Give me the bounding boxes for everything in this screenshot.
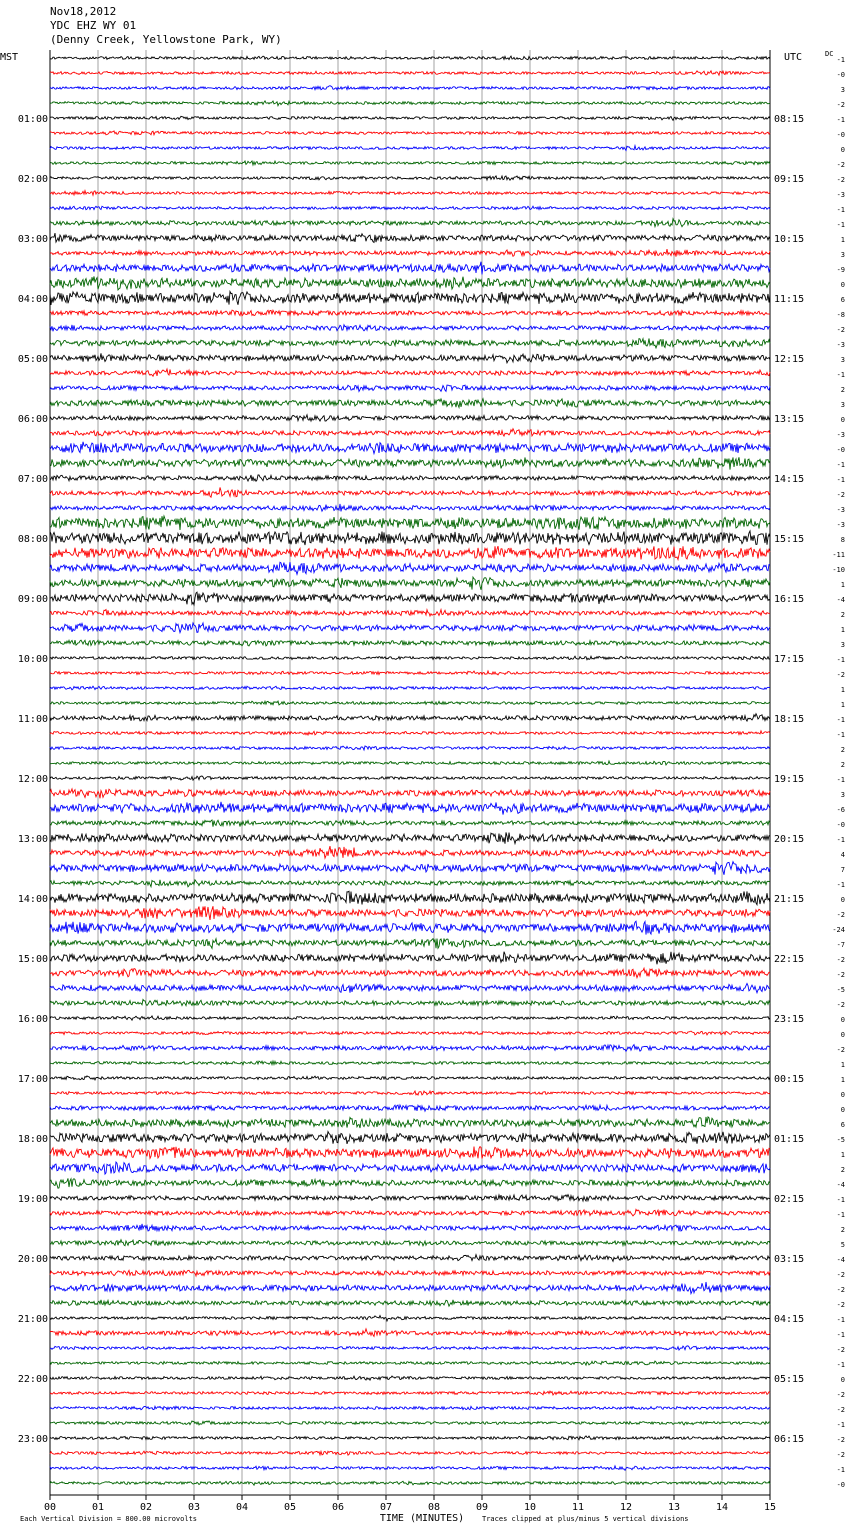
dc-offset-label: 1: [840, 1076, 845, 1084]
dc-offset-label: -2: [836, 1346, 845, 1354]
x-tick-label: 08: [427, 1502, 441, 1513]
x-tick-label: 10: [523, 1502, 537, 1513]
x-tick-label: 15: [763, 1502, 777, 1513]
trace-line: [50, 1178, 770, 1188]
dc-offset-label: -6: [836, 806, 845, 814]
trace-line: [50, 610, 770, 617]
trace-line: [50, 1282, 770, 1294]
trace-line: [50, 1329, 770, 1337]
utc-hour-label: 05:15: [774, 1374, 805, 1385]
dc-offset-label: -2: [836, 671, 845, 679]
trace-line: [50, 862, 770, 875]
trace-line: [50, 101, 770, 106]
dc-offset-label: 3: [840, 86, 845, 94]
x-tick-label: 07: [379, 1502, 393, 1513]
trace-line: [50, 820, 770, 827]
dc-offset-label: -10: [832, 566, 845, 574]
trace-line: [50, 640, 770, 646]
dc-offset-label: -2: [836, 1001, 845, 1009]
mst-hour-label: 16:00: [17, 1014, 48, 1025]
dc-offset-label: -5: [836, 1136, 845, 1144]
mst-hour-label: 08:00: [17, 534, 48, 545]
trace-line: [50, 1255, 770, 1262]
trace-line: [50, 939, 770, 949]
trace-line: [50, 131, 770, 135]
location-label: (Denny Creek, Yellowstone Park, WY): [50, 33, 282, 46]
trace-line: [50, 1240, 770, 1246]
mst-hour-label: 09:00: [17, 594, 48, 605]
trace-line: [50, 1300, 770, 1306]
dc-offset-label: -3: [836, 191, 845, 199]
dc-offset-label: 8: [840, 536, 845, 544]
dc-offset-label: -1: [836, 776, 845, 784]
trace-line: [50, 504, 770, 512]
trace-line: [50, 116, 770, 120]
trace-line: [50, 415, 770, 421]
trace-line: [50, 1091, 770, 1095]
utc-hour-label: 16:15: [774, 594, 805, 605]
trace-line: [50, 789, 770, 798]
trace-line: [50, 353, 770, 363]
trace-line: [50, 442, 770, 454]
right-axis-title: UTC: [784, 52, 803, 63]
mst-hour-label: 05:00: [17, 354, 48, 365]
dc-offset-label: 3: [840, 401, 845, 409]
mst-hour-label: 20:00: [17, 1254, 48, 1265]
dc-title: DC: [825, 50, 834, 58]
mst-hour-label: 21:00: [17, 1314, 48, 1325]
dc-offset-label: -1: [836, 1361, 845, 1369]
trace-line: [50, 385, 770, 391]
dc-offset-label: -1: [836, 116, 845, 124]
trace-line: [50, 369, 770, 376]
dc-offset-label: -0: [836, 1481, 845, 1489]
dc-offset-label: 2: [840, 611, 845, 619]
dc-offset-label: 0: [840, 1106, 845, 1114]
dc-offset-label: -1: [836, 881, 845, 889]
dc-offset-label: -1: [836, 461, 845, 469]
utc-hour-label: 03:15: [774, 1254, 805, 1265]
utc-hour-label: 11:15: [774, 294, 805, 305]
trace-line: [50, 562, 770, 574]
dc-offset-label: -3: [836, 521, 845, 529]
x-tick-label: 12: [619, 1502, 633, 1513]
x-axis-label: TIME (MINUTES): [379, 1513, 465, 1524]
trace-line: [50, 1147, 770, 1159]
dc-offset-label: -1: [836, 716, 845, 724]
utc-hour-label: 20:15: [774, 834, 805, 845]
dc-offset-label: 1: [840, 626, 845, 634]
dc-offset-label: -1: [836, 1211, 845, 1219]
dc-offset-label: -1: [836, 1331, 845, 1339]
utc-hour-label: 13:15: [774, 414, 805, 425]
dc-offset-label: -4: [836, 1256, 845, 1264]
trace-line: [50, 671, 770, 675]
trace-line: [50, 249, 770, 257]
trace-line: [50, 1195, 770, 1201]
dc-offset-label: 1: [840, 1061, 845, 1069]
mst-hour-label: 22:00: [17, 1374, 48, 1385]
trace-line: [50, 776, 770, 780]
utc-hour-label: 18:15: [774, 714, 805, 725]
dc-offset-label: 1: [840, 686, 845, 694]
trace-line: [50, 1316, 770, 1321]
utc-hour-label: 01:15: [774, 1134, 805, 1145]
trace-line: [50, 531, 770, 545]
dc-offset-label: 6: [840, 1121, 845, 1129]
dc-offset-label: -0: [836, 71, 845, 79]
trace-line: [50, 338, 770, 348]
dc-offset-label: 6: [840, 296, 845, 304]
mst-hour-label: 03:00: [17, 234, 48, 245]
utc-hour-label: 15:15: [774, 534, 805, 545]
x-tick-label: 09: [475, 1502, 489, 1513]
trace-line: [50, 592, 770, 605]
utc-hour-label: 06:15: [774, 1434, 805, 1445]
dc-offset-label: -2: [836, 1301, 845, 1309]
mst-hour-label: 07:00: [17, 474, 48, 485]
dc-offset-label: -2: [836, 1406, 845, 1414]
station-label: YDC EHZ WY 01: [50, 19, 137, 32]
trace-line: [50, 292, 770, 305]
dc-offset-label: 3: [840, 251, 845, 259]
trace-line: [50, 1481, 770, 1485]
utc-hour-label: 00:15: [774, 1074, 805, 1085]
x-tick-label: 11: [571, 1502, 585, 1513]
dc-offset-label: 1: [840, 236, 845, 244]
trace-line: [50, 656, 770, 660]
trace-line: [50, 1045, 770, 1052]
trace-line: [50, 206, 770, 210]
scale-note: Each Vertical Division = 800.00 microvolts: [20, 1515, 198, 1523]
trace-line: [50, 487, 770, 497]
trace-line: [50, 475, 770, 481]
dc-offset-label: 2: [840, 746, 845, 754]
trace-line: [50, 429, 770, 436]
mst-hour-label: 19:00: [17, 1194, 48, 1205]
dc-offset-label: -7: [836, 941, 845, 949]
trace-line: [50, 686, 770, 690]
mst-hour-label: 02:00: [17, 174, 48, 185]
utc-hour-label: 17:15: [774, 654, 805, 665]
dc-offset-label: -2: [836, 176, 845, 184]
dc-offset-label: -2: [836, 1451, 845, 1459]
left-axis-title: MST: [0, 52, 19, 63]
dc-offset-label: -2: [836, 1046, 845, 1054]
dc-offset-label: -2: [836, 956, 845, 964]
dc-offset-label: -5: [836, 986, 845, 994]
utc-hour-label: 23:15: [774, 1014, 805, 1025]
dc-offset-label: -3: [836, 506, 845, 514]
dc-offset-label: 1: [840, 701, 845, 709]
dc-offset-label: -9: [836, 266, 845, 274]
utc-hour-label: 04:15: [774, 1314, 805, 1325]
dc-offset-label: -2: [836, 1271, 845, 1279]
dc-offset-label: -8: [836, 311, 845, 319]
dc-offset-label: -4: [836, 596, 845, 604]
x-tick-label: 02: [139, 1502, 153, 1513]
trace-line: [50, 984, 770, 993]
trace-line: [50, 399, 770, 408]
trace-line: [50, 1117, 770, 1128]
dc-offset-label: -1: [836, 221, 845, 229]
dc-offset-label: 1: [840, 581, 845, 589]
utc-hour-label: 02:15: [774, 1194, 805, 1205]
dc-offset-label: 2: [840, 761, 845, 769]
utc-hour-label: 21:15: [774, 894, 805, 905]
dc-offset-label: 0: [840, 1016, 845, 1024]
mst-hour-label: 11:00: [17, 714, 48, 725]
dc-offset-label: 0: [840, 416, 845, 424]
trace-line: [50, 1376, 770, 1380]
trace-line: [50, 731, 770, 735]
mst-hour-label: 23:00: [17, 1434, 48, 1445]
trace-line: [50, 71, 770, 75]
dc-offset-label: -1: [836, 371, 845, 379]
dc-offset-label: -1: [836, 1421, 845, 1429]
trace-line: [50, 891, 770, 904]
dc-offset-label: 0: [840, 1376, 845, 1384]
dc-offset-label: -1: [836, 656, 845, 664]
dc-offset-label: -2: [836, 101, 845, 109]
dc-offset-label: -2: [836, 491, 845, 499]
dc-offset-label: -3: [836, 341, 845, 349]
dc-offset-label: -1: [836, 1316, 845, 1324]
dc-offset-label: -1: [836, 206, 845, 214]
trace-line: [50, 219, 770, 227]
x-tick-label: 03: [187, 1502, 201, 1513]
trace-line: [50, 832, 770, 843]
trace-line: [50, 176, 770, 180]
dc-offset-label: -2: [836, 1286, 845, 1294]
trace-line: [50, 1031, 770, 1035]
x-tick-label: 14: [715, 1502, 729, 1513]
utc-hour-label: 19:15: [774, 774, 805, 785]
dc-offset-label: -2: [836, 911, 845, 919]
dc-offset-label: -0: [836, 821, 845, 829]
dc-offset-label: -1: [836, 56, 845, 64]
trace-line: [50, 1451, 770, 1455]
dc-offset-label: 0: [840, 146, 845, 154]
utc-hour-label: 09:15: [774, 174, 805, 185]
trace-line: [50, 1270, 770, 1276]
x-tick-label: 06: [331, 1502, 345, 1513]
trace-line: [50, 86, 770, 90]
trace-line: [50, 802, 770, 815]
trace-line: [50, 761, 770, 765]
trace-line: [50, 1224, 770, 1231]
trace-line: [50, 457, 770, 469]
x-tick-label: 00: [43, 1502, 57, 1513]
trace-line: [50, 921, 770, 934]
dc-offset-label: 3: [840, 641, 845, 649]
utc-hour-label: 12:15: [774, 354, 805, 365]
dc-offset-label: -24: [832, 926, 845, 934]
trace-line: [50, 233, 770, 242]
utc-hour-label: 10:15: [774, 234, 805, 245]
trace-line: [50, 310, 770, 316]
utc-hour-label: 08:15: [774, 114, 805, 125]
x-tick-label: 01: [91, 1502, 105, 1513]
trace-line: [50, 1000, 770, 1006]
dc-offset-label: 3: [840, 791, 845, 799]
trace-line: [50, 714, 770, 721]
trace-line: [50, 577, 770, 590]
dc-offset-label: -1: [836, 836, 845, 844]
trace-line: [50, 1209, 770, 1216]
trace-line: [50, 1076, 770, 1080]
dc-offset-label: 3: [840, 356, 845, 364]
trace-line: [50, 623, 770, 633]
trace-line: [50, 56, 770, 60]
mst-hour-label: 12:00: [17, 774, 48, 785]
trace-line: [50, 1162, 770, 1174]
trace-line: [50, 546, 770, 559]
utc-hour-label: 22:15: [774, 954, 805, 965]
dc-offset-label: -2: [836, 326, 845, 334]
clipping-note: Traces clipped at plus/minus 5 vertical divisions: [482, 1515, 689, 1523]
dc-offset-label: -2: [836, 971, 845, 979]
mst-hour-label: 04:00: [17, 294, 48, 305]
dc-offset-label: 0: [840, 1091, 845, 1099]
dc-offset-label: 0: [840, 1031, 845, 1039]
trace-line: [50, 1361, 770, 1365]
mst-hour-label: 17:00: [17, 1074, 48, 1085]
trace-line: [50, 516, 770, 530]
trace-line: [50, 325, 770, 332]
x-tick-label: 13: [667, 1502, 681, 1513]
trace-line: [50, 146, 770, 151]
mst-hour-label: 18:00: [17, 1134, 48, 1145]
dc-offset-label: -1: [836, 476, 845, 484]
trace-line: [50, 968, 770, 978]
mst-hour-label: 01:00: [17, 114, 48, 125]
trace-line: [50, 1346, 770, 1350]
trace-line: [50, 1421, 770, 1425]
x-tick-label: 04: [235, 1502, 249, 1513]
dc-offset-label: 7: [840, 866, 845, 874]
dc-offset-label: -1: [836, 1196, 845, 1204]
dc-offset-label: -3: [836, 431, 845, 439]
trace-line: [50, 952, 770, 965]
dc-offset-label: -1: [836, 731, 845, 739]
dc-offset-label: 5: [840, 1241, 845, 1249]
mst-hour-label: 10:00: [17, 654, 48, 665]
trace-line: [50, 1466, 770, 1470]
dc-offset-label: 1: [840, 1151, 845, 1159]
trace-line: [50, 906, 770, 920]
trace-line: [50, 701, 770, 705]
mst-hour-label: 14:00: [17, 894, 48, 905]
trace-line: [50, 880, 770, 887]
dc-offset-label: 2: [840, 386, 845, 394]
trace-line: [50, 262, 770, 275]
dc-offset-label: -2: [836, 1391, 845, 1399]
dc-offset-label: -4: [836, 1181, 845, 1189]
x-tick-label: 05: [283, 1502, 297, 1513]
mst-hour-label: 15:00: [17, 954, 48, 965]
utc-hour-label: 14:15: [774, 474, 805, 485]
trace-line: [50, 1391, 770, 1395]
trace-line: [50, 1132, 770, 1144]
date-label: Nov18,2012: [50, 5, 117, 18]
mst-hour-label: 13:00: [17, 834, 48, 845]
trace-line: [50, 1105, 770, 1111]
dc-offset-label: -11: [832, 551, 845, 559]
trace-line: [50, 161, 770, 165]
trace-line: [50, 1436, 770, 1440]
dc-offset-label: 0: [840, 896, 845, 904]
dc-offset-label: 4: [840, 851, 845, 859]
mst-hour-label: 06:00: [17, 414, 48, 425]
trace-line: [50, 746, 770, 750]
trace-line: [50, 1016, 770, 1020]
dc-offset-label: -1: [836, 1466, 845, 1474]
dc-offset-label: 2: [840, 1226, 845, 1234]
dc-offset-label: -2: [836, 1436, 845, 1444]
dc-offset-label: -2: [836, 161, 845, 169]
dc-offset-label: -0: [836, 446, 845, 454]
seismic-traces: [50, 56, 770, 1485]
dc-offset-label: -0: [836, 131, 845, 139]
dc-offset-label: 2: [840, 1166, 845, 1174]
trace-line: [50, 846, 770, 858]
trace-line: [50, 1406, 770, 1409]
dc-offset-label: 0: [840, 281, 845, 289]
trace-line: [50, 1061, 770, 1065]
trace-line: [50, 276, 770, 290]
trace-line: [50, 191, 770, 196]
